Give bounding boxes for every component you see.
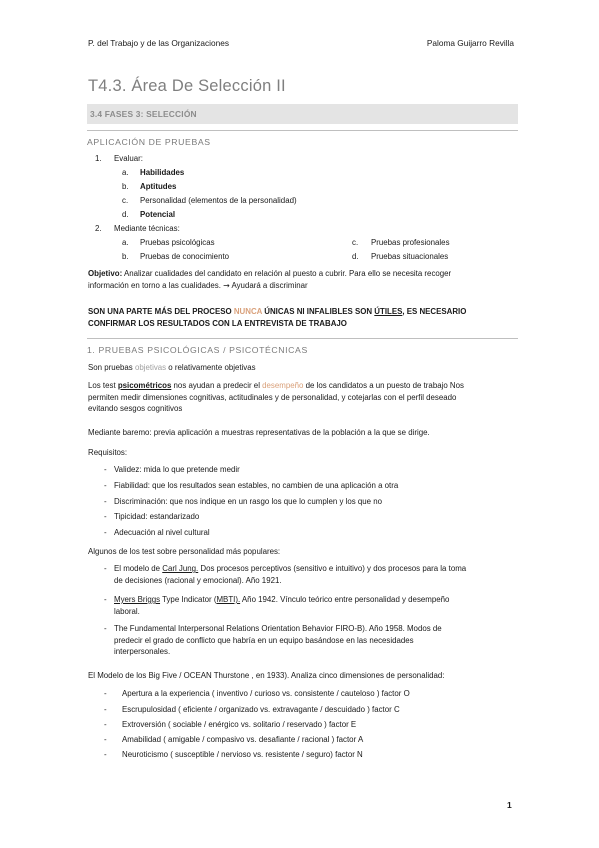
objetivo-paragraph [88,268,518,291]
warning-paragraph [88,306,518,329]
text-myers-briggs: Myers Briggs [114,595,161,604]
text: o relativamente objetivas [166,363,256,372]
test-item-myers [104,594,518,617]
warning-text: , ES NECESARIO [402,307,467,316]
baremo-line: Mediante baremo: previa aplicación a muestras representativas de la población a la que se dirige. [88,428,430,437]
dash-marker: - [104,705,107,714]
list-item: Pruebas profesionales [371,238,450,247]
warning-text: ÚNICAS NI INFALIBLES SON [262,307,375,316]
dash-marker: - [104,481,107,490]
bigfive-text: Apertura a la experiencia ( inventivo / curioso vs. consistente / cauteloso ) factor O [122,689,410,698]
warning-text: SON UNA PARTE MÁS DEL PROCESO [88,307,234,316]
list-marker: a. [122,238,129,247]
text-desempeno: desempeño [262,381,304,390]
page-number: 1 [507,800,512,810]
requisito-item [104,464,240,476]
list-item: Pruebas de conocimiento [140,252,230,261]
bigfive-item [104,719,356,731]
requisito-text: Fiabilidad: que los resultados sean estables, no cambien de una aplicación a otra [114,481,399,490]
text: Son pruebas [88,363,135,372]
bigfive-text: Amabilidad ( amigable / compasivo vs. desafiante / racional ) factor A [122,735,364,744]
bigfive-item [104,749,363,761]
list-item: Pruebas situacionales [371,252,449,261]
requisito-item [104,496,382,508]
populares-label: Algunos de los test sobre personalidad más populares: [88,547,281,556]
list-item: Pruebas psicológicas [140,238,215,247]
warning-utiles: ÚTILES [374,307,403,316]
requisito-item [104,527,210,539]
dash-marker: - [104,465,107,474]
requisitos-label: Requisitos: [88,448,128,457]
dash-marker: - [104,512,107,521]
arrow-right-icon: → [223,280,230,290]
dash-marker: - [104,750,107,759]
text: interpersonales. [114,647,171,656]
text: Type Indicator ( [160,595,217,604]
text-carl-jung: Carl Jung. [162,564,199,573]
list-marker: b. [122,252,129,261]
page-title: T4.3. Área De Selección II [88,77,286,95]
bigfive-item [104,734,363,746]
objetivo-text: información en torno a las cualidades. [88,280,224,290]
list-marker: d. [122,210,129,219]
list-marker: a. [122,168,129,177]
bigfive-text: Extroversión ( sociable / enérgico vs. solitario / reservado ) factor E [122,720,357,729]
text: permiten medir dimensiones cognitivas, actitudinales y de personalidad, y cotejarlas con el perfil deseado [88,392,457,402]
text: de los candidatos a un puesto de trabajo Nos [303,381,464,390]
subheading-pruebas-psicologicas: 1. PRUEBAS PSICOLÓGICAS / PSICOTÉCNICAS [87,338,518,355]
list-item: Personalidad (elementos de la personalidad) [140,196,297,205]
requisito-item [104,480,398,492]
los-test-paragraph [88,380,518,415]
text: laboral. [114,606,140,616]
dash-marker: - [104,595,107,604]
header-left: P. del Trabajo y de las Organizaciones [88,38,229,48]
text-mbti: MBTI). [216,595,241,604]
objetivo-text: Ayudará a discriminar [229,280,308,290]
text-psicometricos: psicométricos [117,381,172,390]
list-marker: c. [122,196,129,205]
text: Dos procesos perceptivos (sensitivo e intuitivo) y dos procesos para la toma [198,564,467,573]
dash-marker: - [104,720,107,729]
dash-marker: - [104,735,107,744]
text: El modelo de [114,564,163,573]
text: Los test [88,381,118,390]
section-title: 3.4 FASES 3: SELECCIÓN [90,109,197,119]
text: Año 1942. Vínculo teórico entre personalidad y desempeño [240,595,450,604]
evaluar-label: Evaluar: [114,154,143,163]
dash-marker: - [104,624,107,633]
warning-nunca: NUNCA [233,307,263,316]
dash-marker: - [104,689,107,698]
text: nos ayudan a predecir el [171,381,263,390]
section-bar [87,104,518,124]
dash-marker: - [104,497,107,506]
bigfive-text: Escrupulosidad ( eficiente / organizado vs. extravagante / descuidado ) factor C [122,705,400,714]
requisito-text: Discriminación: que nos indique en un rasgo los que lo cumplen y los que no [114,497,383,506]
list-item: Habilidades [140,168,185,177]
text-objetivas: objetivas [134,363,167,372]
dash-marker: - [104,564,107,573]
list-marker: c. [352,238,359,247]
subheading-aplicacion: APLICACIÓN DE PRUEBAS [87,130,518,147]
requisito-text: Tipicidad: estandarizado [114,512,200,521]
text: evitando sesgos cognitivos [88,404,183,413]
requisito-text: Validez: mida lo que pretende medir [114,465,240,474]
son-pruebas-line [88,362,256,373]
bigfive-item [104,688,410,700]
header-right: Paloma Guijarro Revilla [426,38,514,48]
requisito-text: Adecuación al nivel cultural [114,528,210,537]
test-item-firo [104,623,518,658]
requisito-item [104,511,199,523]
objetivo-text: Analizar cualidades del candidato en relación al puesto a cubrir. Para ello se necesita recoger [122,269,452,278]
warning-text: CONFIRMAR LOS RESULTADOS CON LA ENTREVISTA DE TRABAJO [88,318,347,328]
text: The Fundamental Interpersonal Relations Orientation Behavior FIRO-B). Año 1958. Modos de [114,624,442,633]
evaluar-number: 1. [95,154,102,163]
bigfive-text: Neuroticismo ( susceptible / nervioso vs. resistente / seguro) factor N [122,750,363,759]
list-item: Aptitudes [140,182,177,191]
list-marker: b. [122,182,129,191]
mediante-number: 2. [95,224,102,233]
list-marker: d. [352,252,359,261]
text: de decisiones (racional y emocional). Año 1921. [114,575,282,585]
objetivo-label: Objetivo: [88,269,123,278]
bigfive-label: El Modelo de los Big Five / OCEAN Thurstone , en 1933). Analiza cinco dimensiones de personalidad: [88,671,445,680]
dash-marker: - [104,528,107,537]
bigfive-item [104,704,400,716]
text: predecir el grado de conflicto que habría en un equipo basándose en las necesidades [114,635,414,645]
list-item: Potencial [140,210,176,219]
mediante-label: Mediante técnicas: [114,224,180,233]
test-item-jung [104,563,518,586]
